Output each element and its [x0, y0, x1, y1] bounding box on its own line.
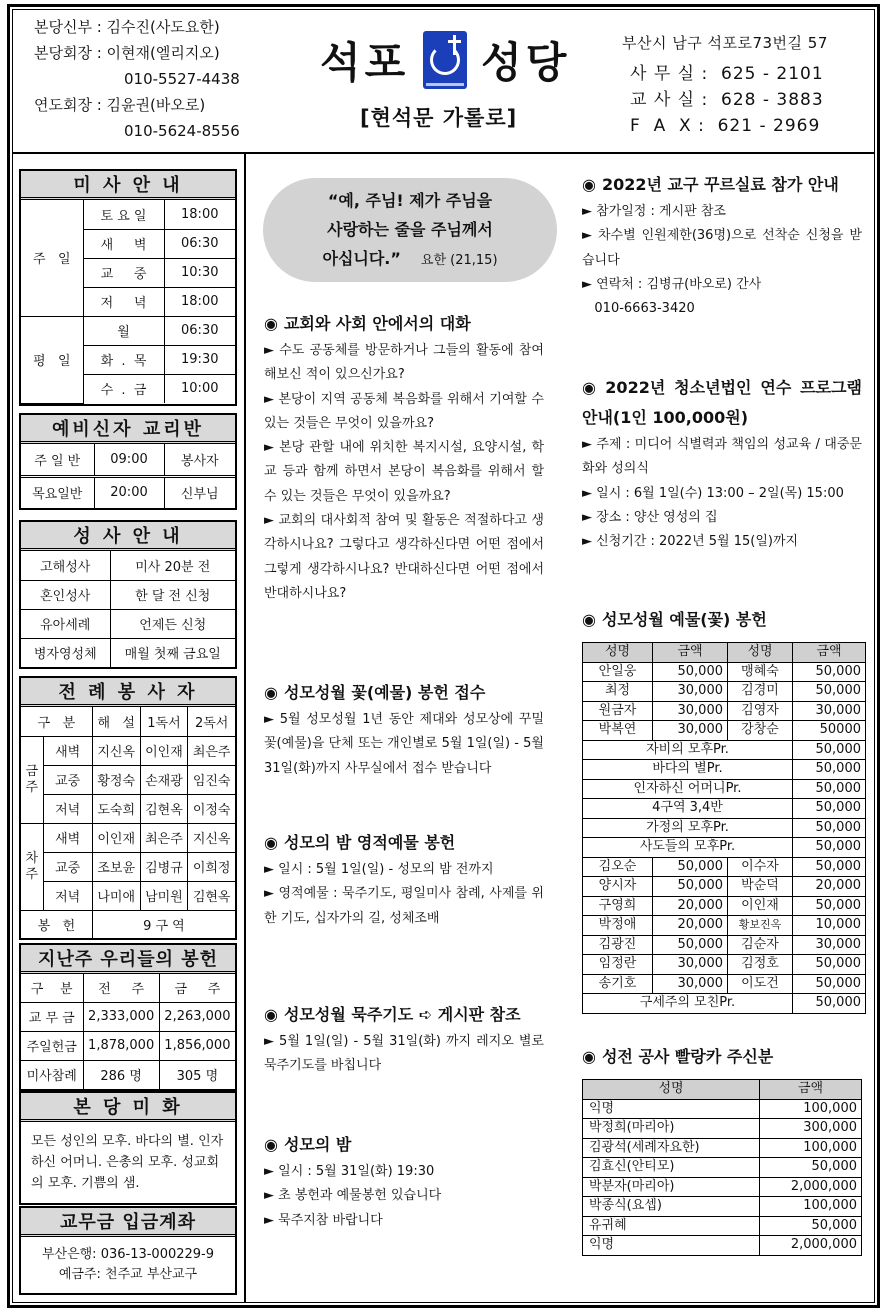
mass-schedule-box: [19, 169, 237, 406]
sacrament-info: 언제든 신청: [110, 609, 235, 638]
donor-name: 임정란: [583, 955, 653, 975]
sacraments-box: [19, 520, 237, 669]
donor-amount: 30,000: [793, 701, 866, 721]
mass-time: 06:30: [164, 316, 235, 345]
donor-amount: 50,000: [793, 974, 866, 994]
server-name: 임진숙: [188, 765, 235, 794]
donor-amount: 50,000: [793, 740, 866, 760]
sacrament-name: 고해성사: [21, 551, 110, 580]
section-heading: 성모성월 꽃(예물) 봉헌 접수: [283, 683, 486, 702]
mass-time: 19:30: [164, 345, 235, 374]
donor-name: 황보진옥: [728, 916, 793, 936]
donor-name: 이인재: [728, 896, 793, 916]
donor-amount: 50,000: [760, 1216, 862, 1236]
sacrament-info: 미사 20분 전: [110, 551, 235, 580]
mass-day: 교 중: [83, 258, 164, 287]
col-header: 1독서: [140, 707, 188, 736]
donor-name: 김오순: [583, 857, 653, 877]
donor-amount: 2,000,000: [760, 1236, 862, 1256]
pastor: 본당신부 : 김수진(사도요한): [34, 18, 220, 36]
section-heading: 2022년 교구 꾸르실료 참가 안내: [601, 175, 839, 194]
donor-amount: 50,000: [793, 682, 866, 702]
catechumen-box: [19, 413, 237, 510]
donor-name: 이수자: [728, 857, 793, 877]
fax-number: F A X : 621 - 2969: [630, 116, 821, 136]
donor-amount: 100,000: [760, 1138, 862, 1158]
donor-name: 이도건: [728, 974, 793, 994]
donor-amount: 300,000: [760, 1119, 862, 1139]
donor-name: 박종식(요셉): [583, 1197, 760, 1217]
section-bullet-icon: ◉: [582, 378, 600, 397]
section-item: ► 참가일정 : 게시판 참조: [582, 204, 726, 219]
donor-name: 익명: [583, 1236, 760, 1256]
title-left: 석포: [320, 38, 410, 87]
col-header: 성명: [583, 643, 653, 663]
mass-day: 저 녁: [83, 287, 164, 316]
section-heading: 2022년 청소년법인 연수 프로그램 안내(1인 100,000원): [582, 378, 862, 427]
mass-day: 수 . 금: [83, 374, 164, 403]
title-right: 성당: [481, 38, 571, 87]
col-header: 전 주: [83, 974, 159, 1002]
section-item: ► 영적예물 : 묵주기도, 평일미사 참례, 사제를 위한 기도, 십자가의 길, 성체조배: [264, 886, 544, 926]
class-name: 주 일 반: [21, 444, 94, 476]
server-name: 나미애: [92, 881, 140, 910]
flower-donors-table: [582, 642, 866, 1014]
donor-amount: 30,000: [653, 974, 728, 994]
donor-group: 가정의 모후Pr.: [583, 818, 793, 838]
server-name: 조보윤: [92, 852, 140, 881]
prev-week-amount: 286 명: [83, 1060, 159, 1089]
prev-week-amount: 2,333,000: [83, 1002, 159, 1031]
offering-type: 주일헌금: [21, 1031, 83, 1060]
catechism-room-phone: 교 사 실 : 628 - 3883: [630, 90, 824, 110]
server-name: 김현옥: [188, 881, 235, 910]
verse-reference: 요한 (21,15): [420, 253, 498, 268]
mass-time: 10:00: [164, 374, 235, 403]
section-bullet-icon: ◉: [264, 683, 278, 702]
donor-group: 사도들의 모후Pr.: [583, 838, 793, 858]
mass-schedule-title: 미 사 안 내: [21, 171, 235, 200]
donor-name: 유귀혜: [583, 1216, 760, 1236]
section-item: ► 묵주지참 바랍니다: [264, 1212, 383, 1228]
this-week-amount: 1,856,000: [159, 1031, 235, 1060]
section-flower-donors: [582, 605, 862, 635]
section-heading: 성모의 밤: [283, 1135, 352, 1154]
scripture-verse: [263, 178, 557, 282]
account-holder: 예금주: 천주교 부산교구: [58, 1267, 198, 1282]
mass-time: 06:30: [164, 229, 235, 258]
donor-name: 익명: [583, 1099, 760, 1119]
sacrament-info: 한 달 전 신청: [110, 580, 235, 609]
offering-type: 미사참례: [21, 1060, 83, 1089]
liturgy-servers-table: [21, 707, 235, 938]
server-name: 김병규: [140, 852, 188, 881]
donor-group: 4구역 3,4반: [583, 799, 793, 819]
col-header: 금액: [760, 1080, 862, 1100]
section-item: ► 연락처 : 김병규(바오로) 간사: [582, 276, 762, 292]
section-cursillo: [582, 170, 862, 321]
church-logo-icon: [423, 31, 467, 89]
section-youth-program: [582, 373, 862, 554]
section-bullet-icon: ◉: [264, 1005, 278, 1024]
mass-schedule-table: [21, 200, 235, 404]
donor-name: 박정애: [583, 916, 653, 936]
section-heading: 성전 공사 빨랑카 주신분: [601, 1047, 774, 1066]
donor-name: 김광진: [583, 935, 653, 955]
left-column-divider: [244, 153, 246, 1302]
donor-amount: 50,000: [653, 935, 728, 955]
col-header: 해 설: [92, 707, 140, 736]
donor-name: 박분자(마리아): [583, 1177, 760, 1197]
donor-amount: 50,000: [793, 760, 866, 780]
section-item: 010-6663-3420: [582, 301, 695, 317]
server-name: 손재광: [140, 765, 188, 794]
donor-name: 박복연: [583, 721, 653, 741]
section-bullet-icon: ◉: [264, 314, 278, 333]
section-heading: 성모의 밤 영적예물 봉헌: [283, 833, 456, 852]
section-item: ► 일시 : 5월 31일(화) 19:30: [264, 1164, 435, 1179]
donor-amount: 30,000: [653, 701, 728, 721]
section-spiritual-offering: [264, 828, 544, 931]
col-header: 금액: [793, 643, 866, 663]
section-item: ► 장소 : 양산 영성의 집: [582, 509, 718, 525]
section-item: ► 본당이 지역 공동체 복음화를 위해서 기여할 수 있는 것들은 무엇이 있을까요?: [264, 391, 544, 431]
donor-name: 김경미: [728, 682, 793, 702]
church-title: [320, 30, 570, 90]
donor-amount: 50,000: [793, 955, 866, 975]
server-name: 김현옥: [140, 794, 188, 823]
verse-line-2: 사랑하는 줄을 주님께서: [327, 220, 493, 239]
weekly-offerings-table: [21, 974, 235, 1089]
donor-name: 강창순: [728, 721, 793, 741]
weekly-offerings-title: 지난주 우리들의 봉헌: [21, 945, 235, 974]
donor-amount: 30,000: [653, 955, 728, 975]
weekday-label: 평 일: [21, 316, 83, 403]
section-item: ► 차수별 인원제한(36명)으로 선착순 신청을 받습니다: [582, 228, 862, 268]
verse-line-1: “예, 주님! 제가 주님을: [327, 191, 493, 210]
donor-amount: 50,000: [793, 994, 866, 1014]
slot: 저녁: [43, 794, 92, 823]
memorial-president: 연도회장 : 김윤권(바오로): [34, 96, 206, 114]
mass-time: 10:30: [164, 258, 235, 287]
header-divider: [12, 152, 875, 154]
server-name: 이정숙: [188, 794, 235, 823]
staff-info: [34, 14, 240, 144]
donor-name: 김영자: [728, 701, 793, 721]
col-header: 금액: [653, 643, 728, 663]
sacraments-table: [21, 551, 235, 667]
section-heading: 성모성월 묵주기도 ➪ 게시판 참조: [283, 1005, 521, 1024]
liturgy-servers-title: 전 례 봉 사 자: [21, 678, 235, 707]
section-construction-donors: [582, 1042, 862, 1072]
section-dialogue: [264, 309, 544, 606]
sacrament-name: 병자영성체: [21, 638, 110, 667]
verse-line-3: 아십니다.”: [322, 249, 401, 268]
section-item: ► 본당 관할 내에 위치한 복지시설, 요양시설, 학교 등과 함께 하면서 본당이 복음화를 위해서 할 수 있는 것들은 무엇이 있을까요?: [264, 440, 544, 504]
donor-amount: 2,000,000: [760, 1177, 862, 1197]
mass-day: 새 벽: [83, 229, 164, 258]
class-name: 목요일반: [21, 476, 94, 508]
section-bullet-icon: ◉: [582, 1047, 596, 1066]
section-item: ► 5월 1일(일) - 5월 31일(화) 까지 레지오 별로 묵주기도를 바칩니다: [264, 1034, 544, 1074]
donor-amount: 20,000: [653, 896, 728, 916]
donor-amount: 50,000: [793, 818, 866, 838]
tithe-account-info: [21, 1237, 235, 1293]
donor-group: 구세주의 모친Pr.: [583, 994, 793, 1014]
donor-amount: 100,000: [760, 1099, 862, 1119]
catechumen-title: 예비신자 교리반: [21, 415, 235, 444]
section-item: ► 교회의 대사회적 참여 및 활동은 적절하다고 생각하시나요? 그렇다고 생각하신다면 어떤 점에서 그렇게 생각하시나요? 반대하신다면 어떤 점에서 반대하시나요?: [264, 513, 544, 601]
bank-account: 부산은행: 036-13-000229-9: [41, 1247, 215, 1262]
section-rosary: [264, 1000, 544, 1079]
server-name: 도숙희: [92, 794, 140, 823]
server-name: 황정숙: [92, 765, 140, 794]
tithe-account-box: [19, 1206, 237, 1295]
offering-district: 9 구 역: [92, 910, 235, 938]
donor-name: 박정희(마리아): [583, 1119, 760, 1139]
section-bullet-icon: ◉: [582, 175, 596, 194]
mass-day: 화 . 목: [83, 345, 164, 374]
donor-group: 자비의 모후Pr.: [583, 740, 793, 760]
donor-group: 인자하신 어머니Pr.: [583, 779, 793, 799]
parish-virtues-text: 모든 성인의 모후. 바다의 별. 인자하신 어머니. 은총의 모후. 성교회의 모후. 기쁨의 샘.: [31, 1134, 224, 1191]
mass-day: 월: [83, 316, 164, 345]
server-name: 지신옥: [188, 823, 235, 852]
class-teacher: 신부님: [164, 476, 235, 508]
slot: 저녁: [43, 881, 92, 910]
donor-name: 김효신(안티모): [583, 1158, 760, 1178]
memorial-president-phone: 010-5624-8556: [124, 122, 240, 140]
donor-amount: 50,000: [793, 838, 866, 858]
sacrament-name: 유아세례: [21, 609, 110, 638]
donor-amount: 50,000: [793, 662, 866, 682]
prev-week-amount: 1,878,000: [83, 1031, 159, 1060]
sacrament-info: 매월 첫째 금요일: [110, 638, 235, 667]
section-item: ► 신청기간 : 2022년 5월 15(일)까지: [582, 534, 799, 550]
donor-name: 최정: [583, 682, 653, 702]
donor-amount: 50000: [793, 721, 866, 741]
donor-name: 송기호: [583, 974, 653, 994]
donor-amount: 50,000: [793, 779, 866, 799]
server-name: 최은주: [188, 736, 235, 765]
donor-name: 원금자: [583, 701, 653, 721]
section-item: ► 일시 : 5월 1일(일) - 성모의 밤 전까지: [264, 862, 494, 877]
section-item: ► 수도 공동체를 방문하거나 그들의 활동에 참여해보신 적이 있으신가요?: [264, 343, 544, 383]
patron-saint: [현석문 가롤로]: [360, 106, 518, 130]
donor-amount: 20,000: [793, 877, 866, 897]
donor-name: 김정호: [728, 955, 793, 975]
week-label: 금주: [21, 736, 43, 823]
mass-time: 18:00: [164, 287, 235, 316]
offering-type: 교 무 금: [21, 1002, 83, 1031]
donor-amount: 50,000: [793, 799, 866, 819]
class-teacher: 봉사자: [164, 444, 235, 476]
server-name: 이인재: [92, 823, 140, 852]
section-item: ► 5월 성모성월 1년 동안 제대와 성모상에 꾸밀 꽃(예물)을 단체 또는 개인별로 5월 1일(일) - 5월 31일(화)까지 사무실에서 접수 받습니다: [264, 712, 544, 776]
server-name: 지신옥: [92, 736, 140, 765]
server-name: 남미원: [140, 881, 188, 910]
server-name: 이희정: [188, 852, 235, 881]
donor-group: 바다의 별Pr.: [583, 760, 793, 780]
donor-amount: 50,000: [793, 896, 866, 916]
parish-president: 본당회장 : 이현재(엘리지오): [34, 44, 220, 62]
col-header: 2독서: [188, 707, 235, 736]
server-name: 이인재: [140, 736, 188, 765]
donor-amount: 30,000: [793, 935, 866, 955]
section-marian-night: [264, 1130, 544, 1233]
server-name: 최은주: [140, 823, 188, 852]
donor-name: 김순자: [728, 935, 793, 955]
parish-virtues-title: 본 당 미 화: [21, 1093, 235, 1122]
donor-amount: 50,000: [653, 662, 728, 682]
section-item: ► 초 봉헌과 예물봉헌 있습니다: [264, 1188, 442, 1204]
sunday-label: 주 일: [21, 200, 83, 316]
section-heading: 교회와 사회 안에서의 대화: [283, 314, 471, 333]
address: 부산시 남구 석포로73번길 57: [622, 34, 828, 52]
col-header: 성명: [583, 1080, 760, 1100]
donor-name: 양시자: [583, 877, 653, 897]
donor-name: 박순덕: [728, 877, 793, 897]
slot: 교중: [43, 852, 92, 881]
this-week-amount: 2,263,000: [159, 1002, 235, 1031]
donor-amount: 30,000: [653, 682, 728, 702]
donor-name: 안일웅: [583, 662, 653, 682]
this-week-amount: 305 명: [159, 1060, 235, 1089]
mass-day: 토 요 일: [83, 200, 164, 229]
donor-amount: 30,000: [653, 721, 728, 741]
class-time: 09:00: [94, 444, 164, 476]
donor-amount: 50,000: [653, 857, 728, 877]
section-bullet-icon: ◉: [264, 833, 278, 852]
donor-amount: 50,000: [653, 877, 728, 897]
tithe-account-title: 교무금 입금계좌: [21, 1208, 235, 1237]
col-header: 구 분: [21, 707, 92, 736]
donor-amount: 10,000: [793, 916, 866, 936]
col-header: 금 주: [159, 974, 235, 1002]
contact-info: [622, 32, 828, 139]
parish-president-phone: 010-5527-4438: [124, 70, 240, 88]
col-header: 구 분: [21, 974, 83, 1002]
sacraments-title: 성 사 안 내: [21, 522, 235, 551]
slot: 새벽: [43, 736, 92, 765]
construction-donors-table: [582, 1079, 862, 1256]
donor-name: 구영희: [583, 896, 653, 916]
section-item: ► 일시 : 6월 1일(수) 13:00 – 2일(목) 15:00: [582, 485, 844, 501]
office-phone: 사 무 실 : 625 - 2101: [630, 64, 824, 84]
slot: 새벽: [43, 823, 92, 852]
offering-label: 봉 헌: [21, 910, 92, 938]
class-time: 20:00: [94, 476, 164, 508]
section-flower-offering: [264, 678, 544, 781]
section-bullet-icon: ◉: [582, 610, 596, 629]
liturgy-servers-box: [19, 676, 237, 940]
slot: 교중: [43, 765, 92, 794]
section-bullet-icon: ◉: [264, 1135, 278, 1154]
parish-virtues-box: [19, 1091, 237, 1205]
catechumen-table: [21, 444, 235, 508]
weekly-offerings-box: [19, 943, 237, 1091]
donor-name: 맹혜숙: [728, 662, 793, 682]
donor-amount: 20,000: [653, 916, 728, 936]
donor-amount: 50,000: [760, 1158, 862, 1178]
section-item: ► 주제 : 미디어 식별력과 책임의 성교육 / 대중문화와 성의식: [582, 437, 862, 477]
section-heading: 성모성월 예물(꽃) 봉헌: [601, 610, 767, 629]
col-header: 성명: [728, 643, 793, 663]
mass-time: 18:00: [164, 200, 235, 229]
donor-name: 김광석(세례자요한): [583, 1138, 760, 1158]
week-label: 차주: [21, 823, 43, 910]
donor-amount: 50,000: [793, 857, 866, 877]
sacrament-name: 혼인성사: [21, 580, 110, 609]
donor-amount: 100,000: [760, 1197, 862, 1217]
